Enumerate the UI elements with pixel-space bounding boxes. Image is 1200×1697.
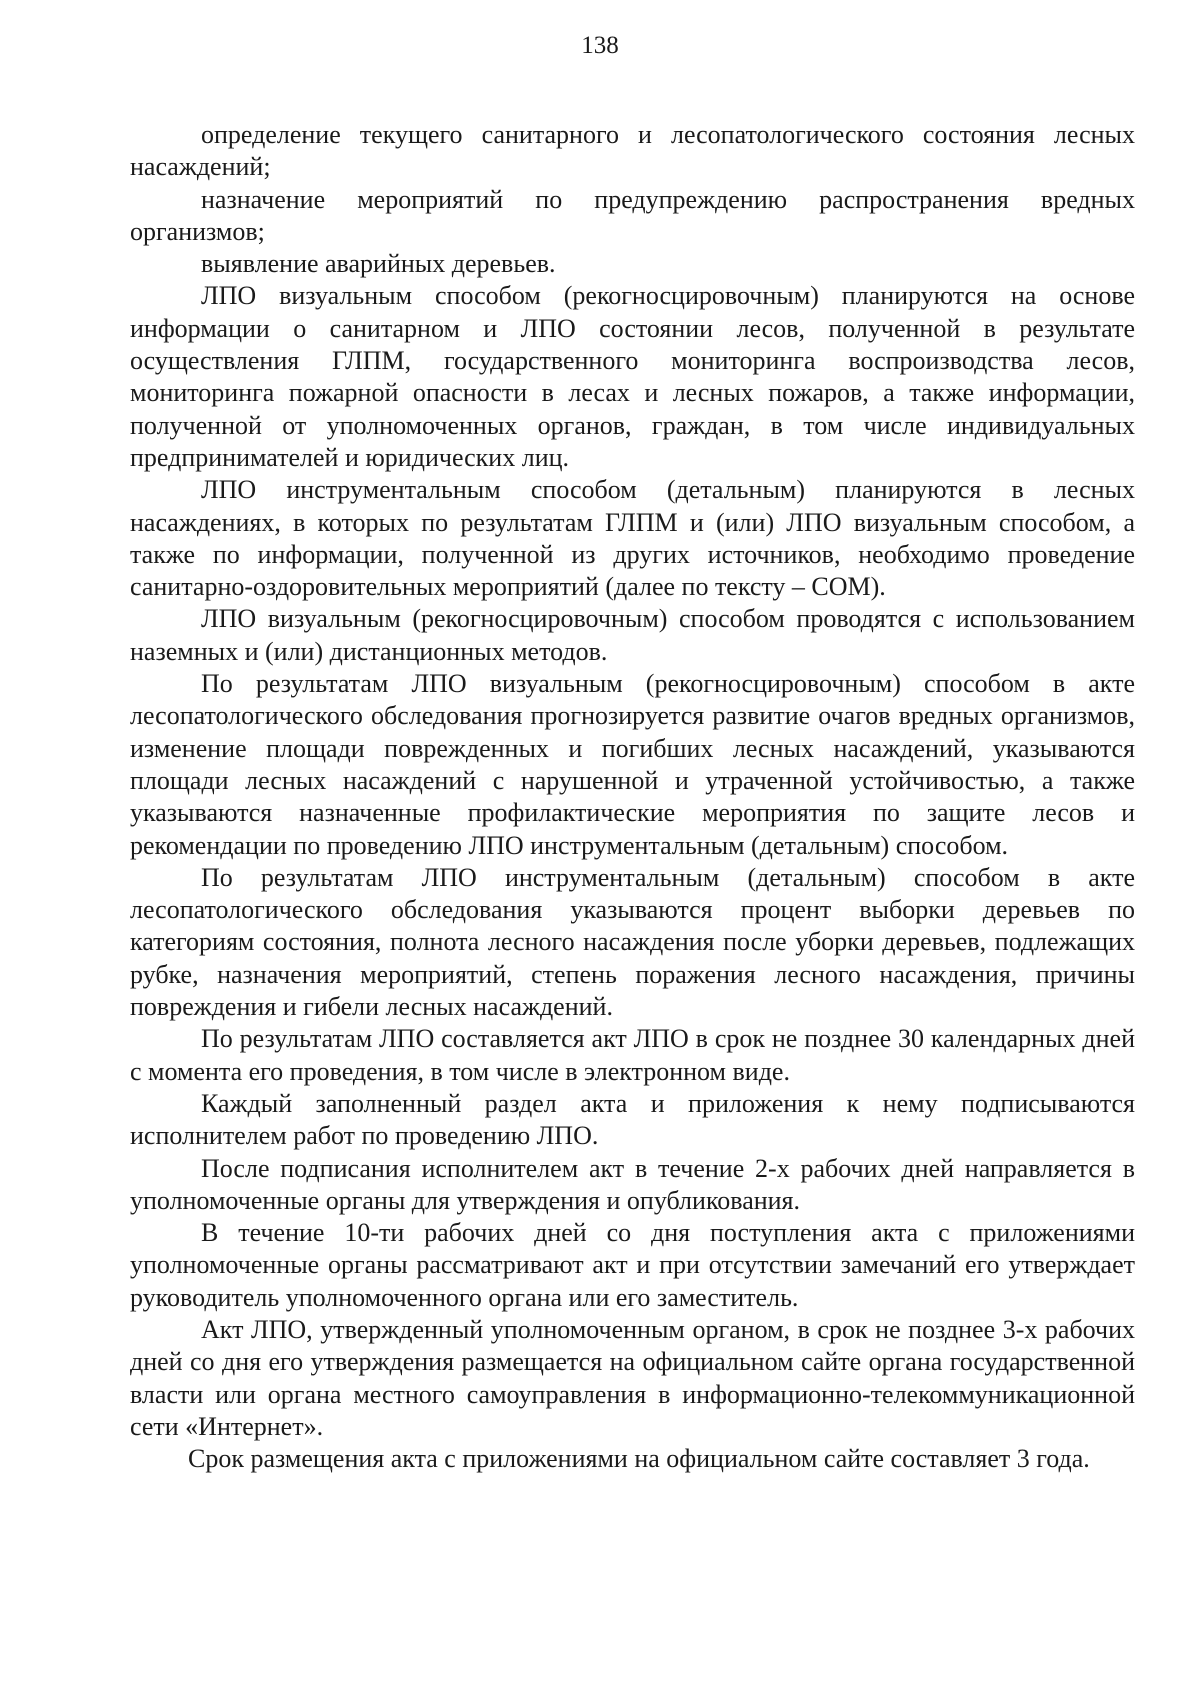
- paragraph-act-deadline: По результатам ЛПО составляется акт ЛПО в срок не позднее 30 календарных дней с момента его проведения, в том числе в электронном виде.: [130, 1024, 1135, 1086]
- paragraph-harmful-organisms: назначение мероприятий по предупреждению распространения вредных организмов;: [130, 184, 1135, 246]
- paragraph-publication-term: Срок размещения акта с приложениями на официальном сайте составляет 3 года.: [188, 1444, 1090, 1474]
- paragraph-visual-method-results: По результатам ЛПО визуальным (рекогносцировочным) способом в акте лесопатологического обследования прогнозируется развитие очагов вредных организмов, изменение площади поврежденных и погибших лесных насаждений, указываются площади лесных насаждений с нарушенной и утраченной устойчивостью, а также указываются назначенные профилактические мероприятия по защите лесов и рекомендации по проведению ЛПО инструментальным (детальным) способом.: [130, 669, 1135, 860]
- paragraph-instrumental-method-planning: ЛПО инструментальным способом (детальным) планируются в лесных насаждениях, в которых по результатам ГЛПМ и (или) ЛПО визуальным способом, а также по информации, полученной из других источников, необходимо проведение санитарно-оздоровительных мероприятий (далее по тексту – СОМ).: [130, 475, 1135, 602]
- paragraph-visual-method-conduct: ЛПО визуальным (рекогносцировочным) способом проводятся с использованием наземных и (или) дистанционных методов.: [130, 604, 1135, 666]
- paragraph-act-review: В течение 10-ти рабочих дней со дня поступления акта с приложениями уполномоченные органы рассматривают акт и при отсутствии замечаний его утверждает руководитель уполномоченного органа или его заместитель.: [130, 1218, 1135, 1312]
- paragraph-sanitary-state: определение текущего санитарного и лесопатологического состояния лесных насаждений;: [130, 120, 1135, 182]
- paragraph-emergency-trees: выявление аварийных деревьев.: [201, 249, 556, 279]
- page-number: 138: [581, 32, 619, 59]
- document-body: [130, 119, 1135, 1475]
- paragraph-instrumental-method-results: По результатам ЛПО инструментальным (детальным) способом в акте лесопатологического обследования указываются процент выборки деревьев по категориям состояния, полнота лесного насаждения после уборки деревьев, подлежащих рубке, назначения мероприятий, степень поражения лесного насаждения, причины повреждения и гибели лесных насаждений.: [130, 862, 1135, 1022]
- paragraph-act-publication: Акт ЛПО, утвержденный уполномоченным органом, в срок не позднее 3-х рабочих дней со дня его утверждения размещается на официальном сайте органа государственной власти или органа местного самоуправления в информационно-телекоммуникационной сети «Интернет».: [130, 1314, 1135, 1441]
- paragraph-visual-method-planning: ЛПО визуальным способом (рекогносцировочным) планируются на основе информации о санитарном и ЛПО состоянии лесов, полученной в результате осуществления ГЛПМ, государственного мониторинга воспроизводства лесов, мониторинга пожарной опасности в лесах и лесных пожаров, а также информации, полученной от уполномоченных органов, граждан, в том числе индивидуальных предпринимателей и юридических лиц.: [130, 281, 1135, 472]
- paragraph-act-signing: Каждый заполненный раздел акта и приложения к нему подписываются исполнителем работ по проведению ЛПО.: [130, 1088, 1135, 1151]
- paragraph-act-submission: После подписания исполнителем акт в течение 2-х рабочих дней направляется в уполномоченные органы для утверждения и опубликования.: [130, 1153, 1135, 1215]
